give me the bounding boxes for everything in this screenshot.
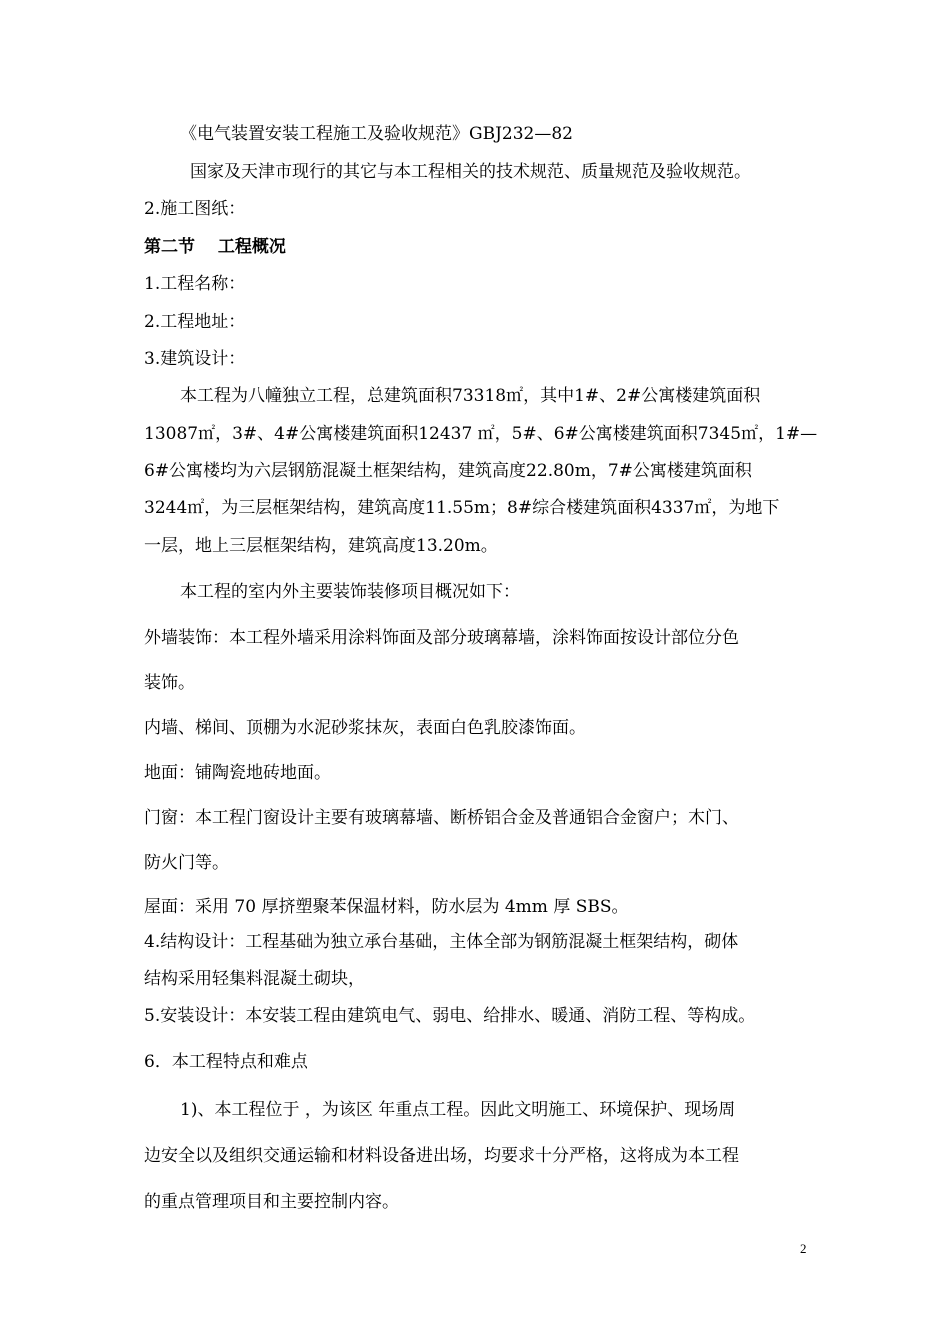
roof-line: 屋面：采用 70 厚挤塑聚苯保温材料，防水层为 4mm 厚 SBS。	[144, 897, 629, 917]
architecture-paragraph-line: 本工程为八幢独立工程，总建筑面积73318㎡，其中1#、2#公寓楼建筑面积	[180, 386, 761, 406]
structural-design-line: 4.结构设计：工程基础为独立承台基础，主体全部为钢筋混凝土框架结构，砌体	[144, 932, 739, 952]
project-address-item: 2.工程地址：	[144, 312, 246, 332]
features-paragraph-line: 边安全以及组织交通运输和材料设备进出场，均要求十分严格，这将成为本工程	[144, 1146, 739, 1166]
structural-design-line: 结构采用轻集料混凝土砌块，	[144, 969, 365, 989]
project-name-item: 1.工程名称：	[144, 274, 246, 294]
reference-other-standards-line: 国家及天津市现行的其它与本工程相关的技术规范、质量规范及验收规范。	[190, 162, 751, 182]
reference-standard-line: 《电气装置安装工程施工及验收规范》GBJ232—82	[180, 124, 573, 144]
architecture-paragraph-line: 13087㎡，3#、4#公寓楼建筑面积12437 ㎡，5#、6#公寓楼建筑面积7345㎡，1#—	[144, 424, 818, 444]
construction-drawings-item: 2.施工图纸：	[144, 199, 246, 219]
floor-line: 地面：铺陶瓷地砖地面。	[144, 763, 331, 783]
installation-design-line: 5.安装设计：本安装工程由建筑电气、弱电、给排水、暖通、消防工程、等构成。	[144, 1006, 756, 1026]
decoration-intro-line: 本工程的室内外主要装饰装修项目概况如下：	[180, 582, 520, 602]
page-number: 2	[800, 1241, 807, 1256]
doors-windows-line: 门窗：本工程门窗设计主要有玻璃幕墙、断桥铝合金及普通铝合金窗户；木门、	[144, 808, 739, 828]
interior-wall-line: 内墙、梯间、顶棚为水泥砂浆抹灰，表面白色乳胶漆饰面。	[144, 718, 586, 738]
features-difficulties-heading: 6．本工程特点和难点	[144, 1052, 308, 1072]
section-heading: 第二节 工程概况	[144, 237, 286, 257]
exterior-wall-line: 外墙装饰：本工程外墙采用涂料饰面及部分玻璃幕墙，涂料饰面按设计部位分色	[144, 628, 739, 648]
features-paragraph-line: 的重点管理项目和主要控制内容。	[144, 1192, 399, 1212]
architecture-paragraph-line: 一层，地上三层框架结构，建筑高度13.20m。	[144, 536, 498, 556]
features-paragraph-line: 1)、本工程位于 ，为该区 年重点工程。因此文明施工、环境保护、现场周	[180, 1100, 736, 1120]
doors-windows-line: 防火门等。	[144, 853, 229, 873]
architectural-design-item: 3.建筑设计：	[144, 349, 246, 369]
architecture-paragraph-line: 3244㎡，为三层框架结构，建筑高度11.55m；8#综合楼建筑面积4337㎡，为地下	[144, 498, 780, 518]
architecture-paragraph-line: 6#公寓楼均为六层钢筋混凝土框架结构，建筑高度22.80m，7#公寓楼建筑面积	[144, 461, 752, 481]
exterior-wall-line: 装饰。	[144, 673, 195, 693]
